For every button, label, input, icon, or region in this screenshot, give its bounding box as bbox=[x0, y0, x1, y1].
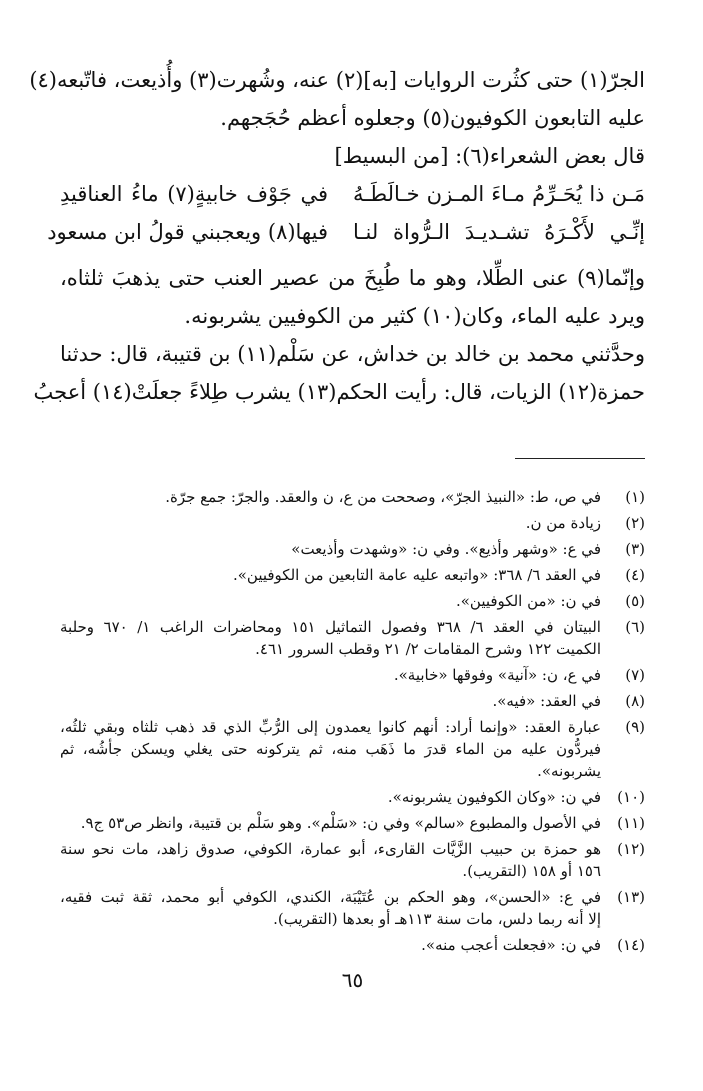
footnote-line: هو حمزة بن حبيب الزَّيَّات القارىء، أبو عمارة، الكوفي، صدوق زاهد، مات نحو سنة bbox=[60, 840, 601, 858]
footnote bbox=[60, 538, 645, 560]
footnote bbox=[60, 934, 645, 956]
footnote bbox=[60, 590, 645, 612]
footnote-number: (٤) bbox=[625, 566, 645, 584]
footnote-line: عبارة العقد: «وإنما أراد: أنهم كانوا يعمدون إلى الرُّبِّ الذي قد ذهب ثلثاه وبقي ثلثُه، bbox=[60, 718, 601, 736]
page bbox=[29, 62, 645, 1062]
footnote bbox=[60, 886, 645, 930]
footnote-line: إلا أنه ربما دلس، مات سنة ١١٣هـ أو بعدها (التقريب). bbox=[273, 910, 601, 928]
footnote-line: في ع، ن: «آنية» وفوقها «خابية». bbox=[393, 666, 601, 684]
poetry-intro: قال بعض الشعراء(٦): [من البسيط] bbox=[334, 144, 645, 168]
footnote-line: البيتان في العقد ٦/ ٣٦٨ وفصول التماثيل ١٥١ ومحاضرات الراغب ١/ ٦٧٠ وحلبة bbox=[60, 618, 601, 636]
footnote-number: (١٢) bbox=[617, 840, 645, 858]
footnote-line: في ع: «الحسن»، وهو الحكم بن عُتَيْبَة، الكندي، الكوفي أبو محمد، ثقة ثبت فقيه، bbox=[60, 888, 601, 906]
footnote bbox=[60, 616, 645, 660]
verse-1 bbox=[60, 176, 645, 214]
footnotes bbox=[60, 486, 645, 960]
verse-2-second-hemistich: فيها(٨) ويعجبني قولُ ابن مسعود bbox=[47, 220, 328, 244]
footnote bbox=[60, 838, 645, 882]
footnote-number: (١) bbox=[625, 488, 645, 506]
footnote-number: (٣) bbox=[625, 540, 645, 558]
footnote-line: في الأصول والمطبوع «سالم» وفي ن: «سَلْم». وهو سَلْم بن قتيبة، وانظر ص٥٣ ج٩. bbox=[80, 814, 601, 832]
footnote-line: يشربونه». bbox=[537, 762, 601, 780]
text-line-7: حمزة(١٢) الزيات، قال: رأيت الحكم(١٣) يشرب طِلاءً جعلَتْ(١٤) أعجبُ bbox=[33, 380, 645, 404]
footnote-line: ١٥٦ أو ١٥٨ (التقريب). bbox=[462, 862, 601, 880]
footnote-line: في ع: «وشهر وأذيع». وفي ن: «وشهدت وأذيعت» bbox=[291, 540, 601, 558]
footnote-number: (١١) bbox=[617, 814, 645, 832]
footnote bbox=[60, 812, 645, 834]
footnote bbox=[60, 564, 645, 586]
footnote bbox=[60, 664, 645, 686]
footnote-line: في العقد ٦/ ٣٦٨: «واتبعه عليه عامة التابعين من الكوفيين». bbox=[232, 566, 601, 584]
verse-1-first-hemistich: مَـن ذا يُحَـرِّمُ مـاءَ المـزن خـالَطَـهُ bbox=[353, 182, 645, 206]
verse-2-first-hemistich: إنِّـي لأَكْـرَهُ تشـديـدَ الـرُّواة لنـا bbox=[353, 220, 645, 244]
footnote bbox=[60, 716, 645, 782]
footnote bbox=[60, 690, 645, 712]
page-number: ٦٥ bbox=[341, 968, 364, 992]
verse-2 bbox=[47, 214, 645, 252]
footnote-number: (٢) bbox=[625, 514, 645, 532]
footnote-number: (٧) bbox=[625, 666, 645, 684]
text-line-1: الجرّ(١) حتى كثُرت الروايات [به](٢) عنه، وشُهرت(٣) وأُذيعت، فاتّبعه(٤) bbox=[29, 68, 645, 92]
footnote-line: في ص، ط: «النبيذ الجرّ»، وصححت من ع، ن والعقد. والجرّ: جمع جرّة. bbox=[165, 488, 601, 506]
footnote-line: في ن: «من الكوفيين». bbox=[455, 592, 601, 610]
footnote-line: زيادة من ن. bbox=[525, 514, 601, 532]
footnote bbox=[60, 486, 645, 508]
footnote bbox=[60, 512, 645, 534]
footnote-line: فيردُّون عليه من الماء قدرَ ما ذَهَب منه، ثم يتركونه حتى يغلي ويسكن جأشُه، ثم bbox=[60, 740, 601, 758]
footnote-line: في العقد: «فيه». bbox=[492, 692, 601, 710]
footnote-line: الكميت ١٢٢ وشرح المقامات ٢/ ٢١ وقطب السرور ٤٦١. bbox=[255, 640, 601, 658]
text-line-2: عليه التابعون الكوفيون(٥) وجعلوه أعظم حُجَجهم. bbox=[220, 106, 645, 130]
verse-1-second-hemistich: في جَوْف خابيةٍ(٧) ماءُ العناقيدِ bbox=[60, 182, 328, 206]
footnote-number: (٦) bbox=[625, 618, 645, 636]
footnote bbox=[60, 786, 645, 808]
footnote-number: (٥) bbox=[625, 592, 645, 610]
text-line-4: وإنّما(٩) عنى الطِّلا، وهو ما طُبِخَ من عصير العنب حتى يذهبَ ثلثاه، bbox=[60, 266, 645, 290]
footnote-line: في ن: «وكان الكوفيون يشربونه». bbox=[387, 788, 601, 806]
text-line-5: ويرد عليه الماء، وكان(١٠) كثير من الكوفيين يشربونه. bbox=[184, 304, 645, 328]
footnote-line: في ن: «فجعلت أعجب منه». bbox=[421, 936, 601, 954]
footnote-number: (١٠) bbox=[617, 788, 645, 806]
footnote-divider bbox=[515, 458, 645, 459]
footnote-number: (٨) bbox=[625, 692, 645, 710]
footnote-number: (٩) bbox=[625, 718, 645, 736]
footnote-number: (١٤) bbox=[617, 936, 645, 954]
footnote-number: (١٣) bbox=[617, 888, 645, 906]
text-line-6: وحدَّثني محمد بن خالد بن خداش، عن سَلْم(١١) بن قتيبة، قال: حدثنا bbox=[60, 342, 645, 366]
